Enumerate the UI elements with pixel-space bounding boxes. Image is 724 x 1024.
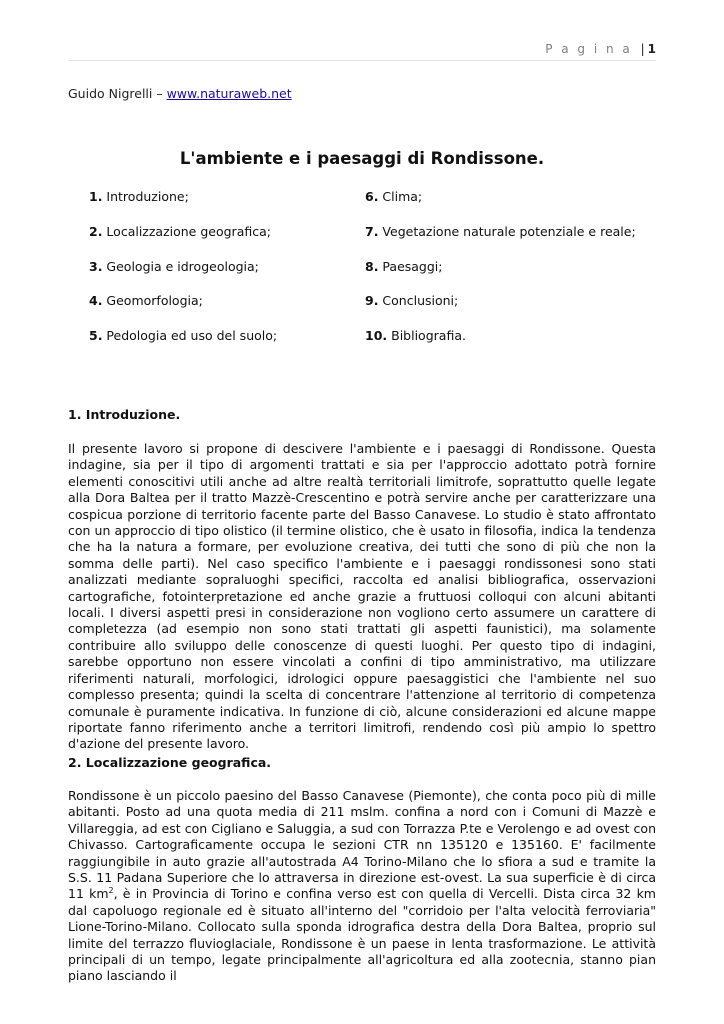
header-divider <box>68 60 656 61</box>
author-line <box>68 86 292 101</box>
toc-item-4: 4. Geomorfologia; <box>89 293 203 308</box>
document-title: L'ambiente e i paesaggi di Rondissone. <box>179 149 545 168</box>
toc-item-7: 7. Vegetazione naturale potenziale e reale; <box>365 224 636 239</box>
section-heading-localizzazione: 2. Localizzazione geografica. <box>68 755 272 770</box>
toc-item-1: 1. Introduzione; <box>89 189 189 204</box>
toc-item-10: 10. Bibliografia. <box>365 328 466 343</box>
toc-item-5: 5. Pedologia ed uso del suolo; <box>89 328 278 343</box>
toc-item-2: 2. Localizzazione geografica; <box>89 224 271 239</box>
page-label: P a g i n a <box>545 42 633 56</box>
section-heading-introduzione: 1. Introduzione. <box>68 407 181 422</box>
section-paragraph-localizzazione: Rondissone è un piccolo paesino del Basso Canavese (Piemonte), che conta poco più di mille abitanti. Posto ad una quota media di 211 mslm. confina a nord con i Comuni di Mazzè e Villareggia, ad est con Cigliano e Saluggia, a sud con Torrazza P.te e Verolengo e ad ovest con Chivasso. Cartograficamente occupa le sezioni CTR nn 135120 e 135160. E' facilmente raggiungibile in auto grazie all'autostrada A4 Torino-Milano che lo sfiora a sud e tramite la S.S. 11 Padana Superiore che lo attraversa in direzione est-ovest. La sua superficie è di circa 11 $km^2$, è in Provincia di Torino e confina verso est con quella di Vercelli. Dista circa 32 km dal capoluogo regionale ed è situato all'interno del "corridoio per l'alta velocità ferroviaria" Lione-Torino-Milano. Collocato sulla sponda idrografica destra della Dora Baltea, proprio sul limite del terrazzo fluvioglaciale, Rondissone è un paese in lenta trasformazione. Le attività principali di un tempo, legate principalmente all'agricoltura ed alla zootecnia, stanno pian piano lasciando il <box>68 788 656 984</box>
toc-item-6: 6. Clima; <box>365 189 423 204</box>
author-name: Guido Nigrelli – <box>68 86 167 101</box>
page-number: 1 <box>647 42 656 56</box>
website-link[interactable]: www.naturaweb.net <box>166 86 292 101</box>
toc-item-8: 8. Paesaggi; <box>365 259 443 274</box>
superscript-2: 2 <box>108 886 114 896</box>
page-header <box>545 42 656 56</box>
toc-item-3: 3. Geologia e idrogeologia; <box>89 259 259 274</box>
page-separator: | <box>640 42 645 56</box>
toc-item-9: 9. Conclusioni; <box>365 293 459 308</box>
section-paragraph-introduzione: Il presente lavoro si propone di descivere l'ambiente e i paesaggi di Rondissone. Questa indagine, sia per il tipo di argomenti trattati e sia per l'approccio adottato potrà fornire elementi conoscitivi utili anche ad altre realtà territoriali limitrofe, soprattutto quelle legate alla Dora Baltea per il tratto Mazzè-Crescentino e potrà servire anche per caratterizzare una cospicua porzione di territorio facente parte del Basso Canavese. Lo studio è stato affrontato con un approccio di tipo olistico (il termine olistico, che è usato in filosofia, indica la tendenza che ha la natura a formare, per evoluzione creativa, dei tutti che sono di più che non la somma delle parti). Nel caso specifico l'ambiente e i paesaggi rondissonesi sono stati analizzati mediante sopraluoghi specifici, raccolta ed analisi bibliografica, osservazioni cartografiche, fotointerpretazione ed anche grazie a fruttuosi colloqui con alcuni abitanti locali. I diversi aspetti presi in considerazione non vogliono certo assumere un carattere di completezza (ad esempio non sono stati trattati gli aspetti faunistici), ma solamente contribuire allo sviluppo delle conoscenze di questi luoghi. Per questo tipo di indagini, sarebbe opportuno non essere vincolati a confini di tipo amministrativo, ma utilizzare riferimenti naturali, morfologici, idrologici oppure paesaggistici che l'ambiente nel suo complesso presenta; quindi la scelta di concentrare l'attenzione al territorio di competenza comunale è puramente indicativa. In funzione di ciò, alcune considerazioni ed alcune mappe riportate fanno riferimento anche a territori limitrofi, rendendo così più ampio lo spettro d'azione del presente lavoro. <box>68 441 656 752</box>
